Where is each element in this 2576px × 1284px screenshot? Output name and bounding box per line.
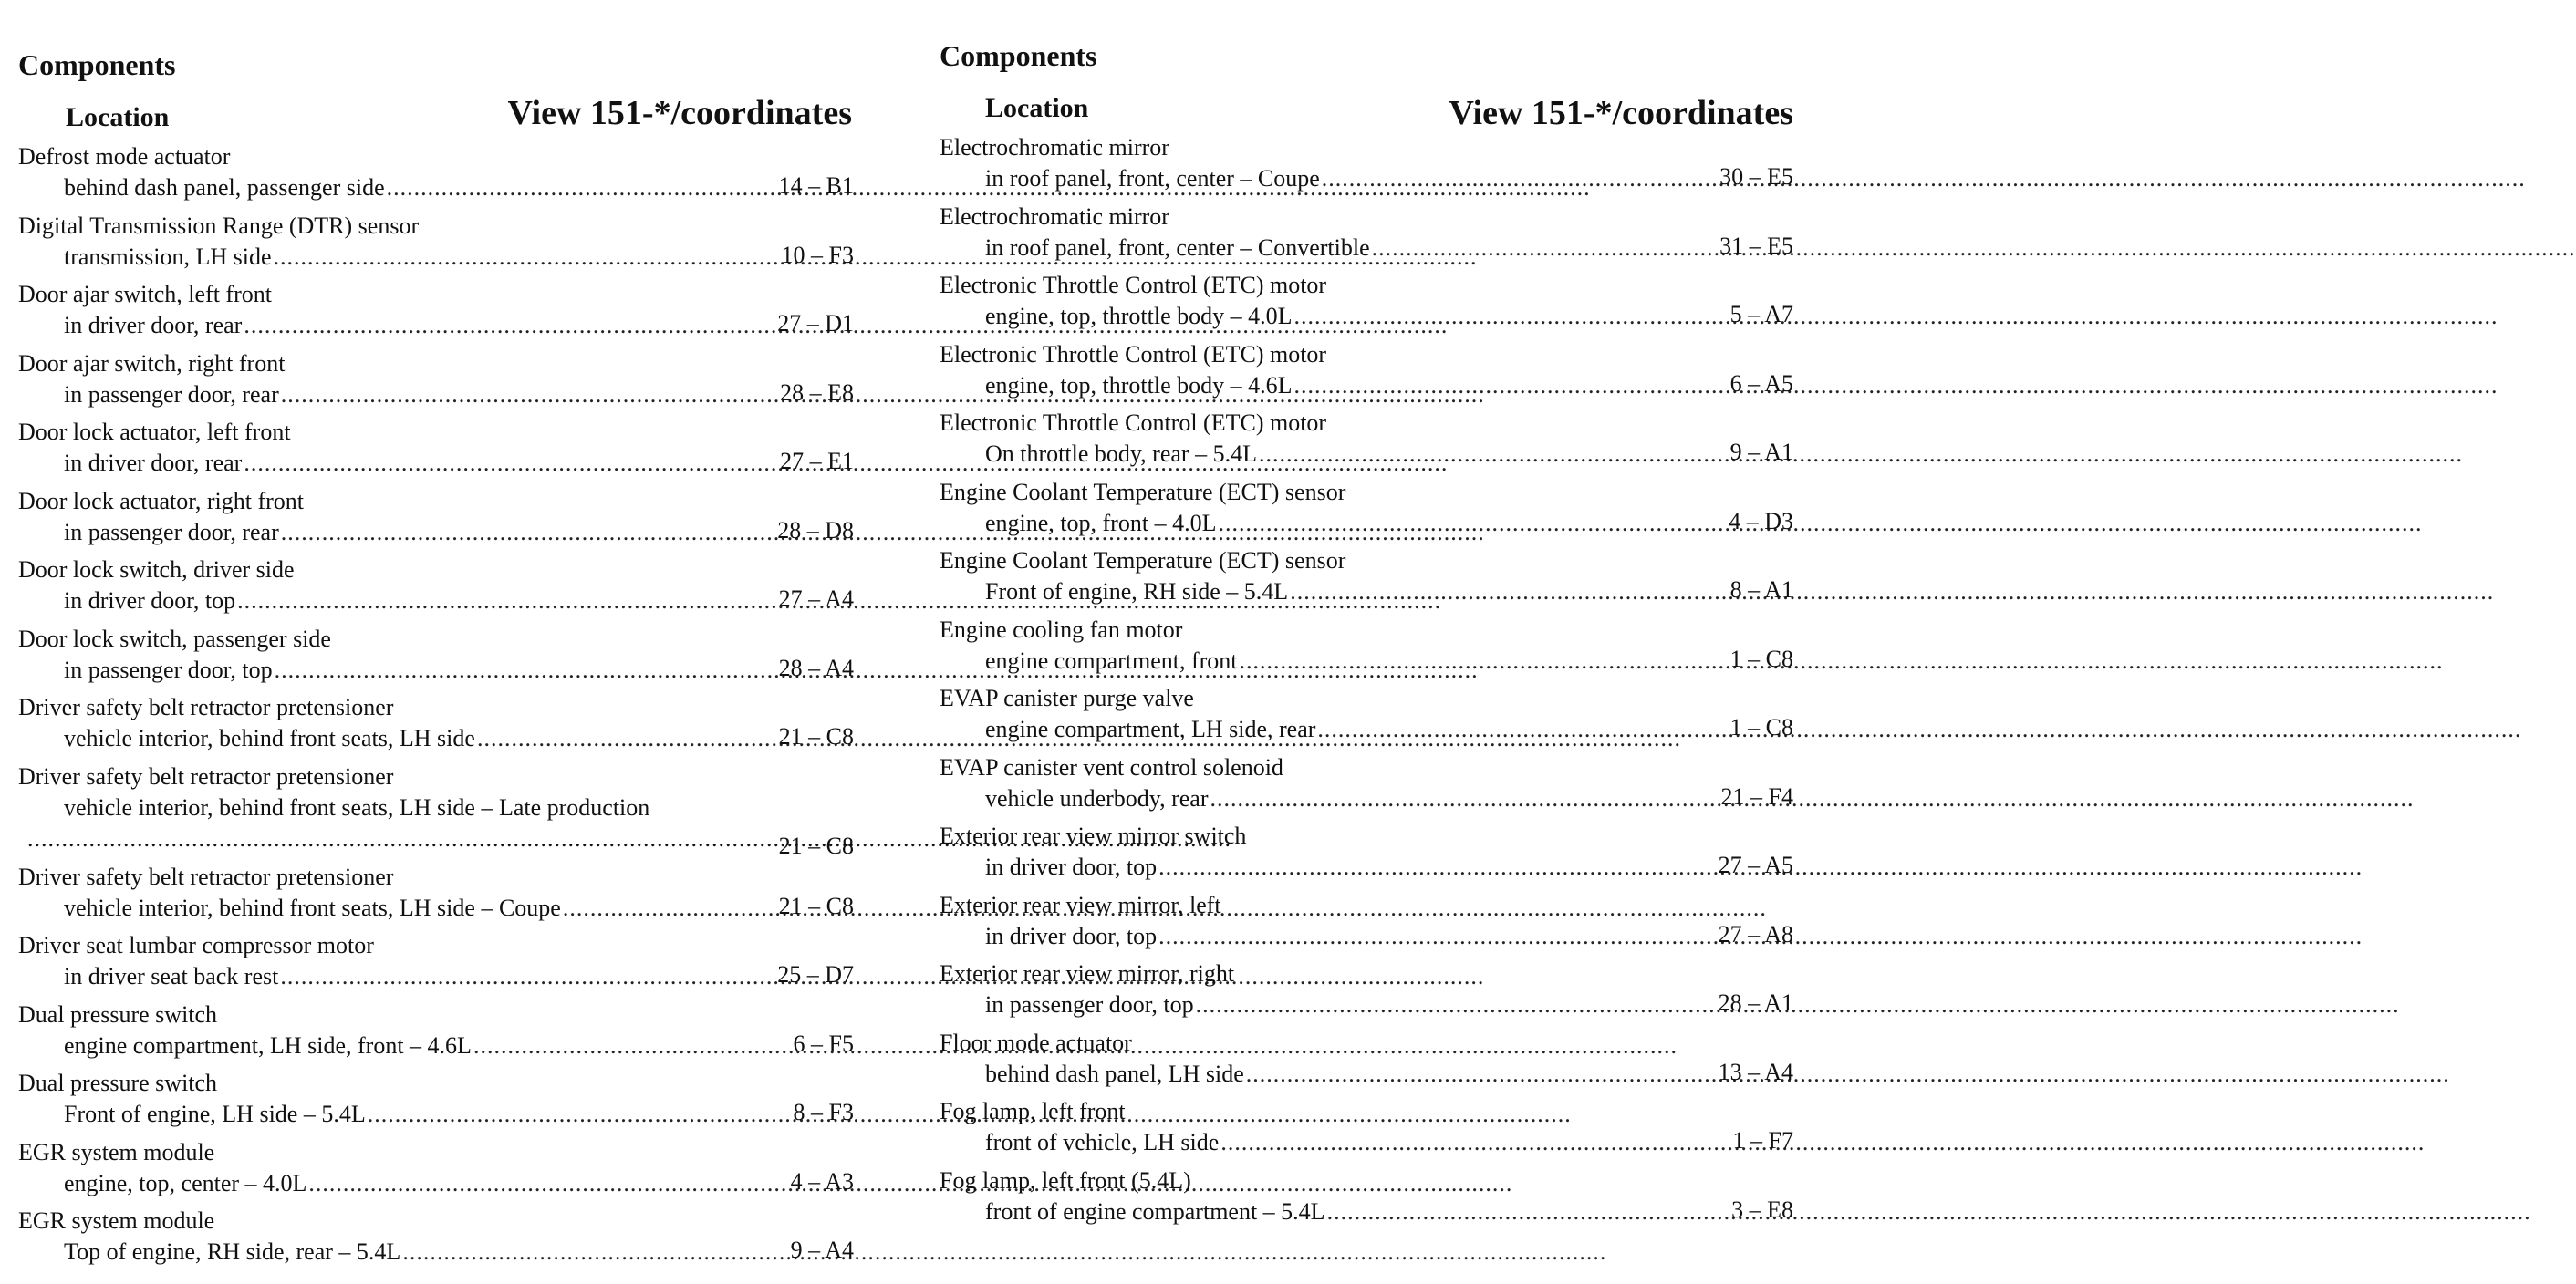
component-location: in driver door, top <box>64 587 236 614</box>
component-name: Dual pressure switch <box>18 1000 218 1028</box>
component-entry <box>940 339 1793 409</box>
component-name: Electronic Throttle Control (ETC) motor <box>940 272 1327 298</box>
component-coordinates: 27 – A4 <box>778 585 854 612</box>
component-coordinates: 6 – F5 <box>793 1030 854 1057</box>
component-coordinates: 6 – A5 <box>1729 369 1793 397</box>
component-coordinates: 27 – A5 <box>1718 852 1793 878</box>
component-entry <box>940 752 1793 822</box>
component-entry <box>18 1137 857 1206</box>
component-location: behind dash panel, LH side <box>985 1060 1244 1087</box>
component-name: Exterior rear view mirror, left <box>940 891 1221 918</box>
component-name: Defrost mode actuator <box>18 143 231 170</box>
component-coordinates: 28 – D8 <box>777 516 854 544</box>
component-coordinates: 25 – D7 <box>777 961 854 988</box>
component-coordinates: 28 – A4 <box>778 654 854 681</box>
component-coordinates: 5 – A7 <box>1729 301 1793 327</box>
component-coordinates: 21 – C8 <box>778 892 854 919</box>
component-name: Door lock actuator, right front <box>18 487 305 514</box>
component-entry <box>940 683 1793 752</box>
component-entry <box>940 132 1793 202</box>
component-entry <box>940 821 1793 890</box>
component-coordinates: 3 – E8 <box>1731 1196 1793 1223</box>
leader-dots <box>1327 1196 2531 1227</box>
leader-dots <box>1294 370 2498 401</box>
component-name: Engine Coolant Temperature (ECT) sensor <box>940 478 1346 505</box>
component-location: Front of engine, RH side – 5.4L <box>985 578 1289 605</box>
component-name: Driver seat lumbar compressor motor <box>18 932 374 958</box>
component-entry <box>940 202 1793 271</box>
component-entry <box>18 761 857 862</box>
section-title: Components <box>940 39 1097 72</box>
leader-dots <box>1240 646 2444 677</box>
component-name: Engine cooling fan motor <box>940 616 1183 643</box>
leader-dots <box>1259 439 2463 470</box>
leader-dots <box>402 1237 1606 1268</box>
component-coordinates: 28 – E8 <box>780 378 854 406</box>
component-location: in driver seat back rest <box>64 963 279 989</box>
leader-dots <box>1210 783 2414 814</box>
component-location: in driver door, rear <box>64 312 243 338</box>
component-name: Exterior rear view mirror switch <box>940 823 1247 849</box>
component-name: Door lock actuator, left front <box>18 419 291 445</box>
component-name: Floor mode actuator <box>940 1029 1132 1056</box>
component-coordinates: 10 – F3 <box>781 241 854 268</box>
component-location: in passenger door, top <box>64 656 273 683</box>
component-location: in roof panel, front, center – Convertible <box>985 233 1370 261</box>
component-location: transmission, LH side <box>64 243 272 270</box>
leader-dots <box>1218 508 2422 539</box>
component-coordinates: 21 – C8 <box>778 832 854 859</box>
component-location: Front of engine, LH side – 5.4L <box>64 1101 366 1127</box>
component-entry <box>940 545 1793 615</box>
component-location: front of engine compartment – 5.4L <box>985 1197 1325 1225</box>
component-location: engine, top, throttle body – 4.0L <box>985 303 1293 329</box>
component-coordinates: 1 – C8 <box>1729 714 1793 740</box>
component-location: engine compartment, LH side, rear <box>985 716 1316 742</box>
component-coordinates: 21 – C8 <box>778 723 854 750</box>
component-entry <box>18 999 857 1069</box>
leader-dots <box>1196 989 2400 1020</box>
component-name: EVAP canister vent control solenoid <box>940 753 1283 781</box>
leader-dots <box>1246 1059 2450 1090</box>
component-location: in passenger door, rear <box>64 380 279 408</box>
component-location: engine, top, center – 4.0L <box>64 1169 307 1196</box>
component-entry <box>940 1165 1793 1235</box>
component-entry <box>18 930 857 999</box>
component-entry <box>18 211 857 280</box>
component-name: Door lock switch, driver side <box>18 556 295 583</box>
component-coordinates: 13 – A4 <box>1718 1058 1793 1085</box>
component-location: vehicle interior, behind front seats, LH side – Late production <box>64 793 650 821</box>
location-header: Location <box>66 102 170 132</box>
component-coordinates: 8 – F3 <box>793 1099 854 1125</box>
leader-dots <box>1322 163 2526 194</box>
component-entry <box>18 1206 857 1275</box>
component-coordinates: 1 – F7 <box>1732 1127 1793 1154</box>
component-name: EGR system module <box>18 1138 215 1165</box>
component-name: Digital Transmission Range (DTR) sensor <box>18 212 420 239</box>
component-name: Engine Coolant Temperature (ECT) sensor <box>940 547 1346 574</box>
component-coordinates: 30 – E5 <box>1719 163 1793 190</box>
leader-dots <box>1290 576 2494 607</box>
component-name: Exterior rear view mirror, right <box>940 960 1235 987</box>
component-entry <box>18 348 857 418</box>
component-name: Door lock switch, passenger side <box>18 625 331 652</box>
component-coordinates: 9 – A4 <box>790 1237 854 1263</box>
leader-dots <box>1372 233 2576 264</box>
component-coordinates: 1 – C8 <box>1729 645 1793 672</box>
component-location: in driver door, top <box>985 922 1158 949</box>
component-entry <box>940 890 1793 959</box>
component-entry <box>18 862 857 931</box>
leader-dots <box>1220 1127 2425 1158</box>
component-name: Electrochromatic mirror <box>940 134 1169 160</box>
component-location: Top of engine, RH side, rear – 5.4L <box>64 1238 401 1265</box>
component-location: front of vehicle, LH side <box>985 1129 1220 1155</box>
component-coordinates: 27 – D1 <box>777 310 854 337</box>
component-name: Dual pressure switch <box>18 1070 218 1096</box>
component-location: vehicle underbody, rear <box>985 784 1209 812</box>
section-title: Components <box>18 48 176 81</box>
view-coordinates-header: View 151-*/coordinates <box>507 94 852 132</box>
location-header: Location <box>985 93 1089 123</box>
component-location: vehicle interior, behind front seats, LH side <box>64 725 475 751</box>
component-coordinates: 14 – B1 <box>778 172 854 199</box>
component-location: in passenger door, top <box>985 991 1194 1018</box>
component-coordinates: 4 – D3 <box>1729 507 1793 534</box>
component-location: vehicle interior, behind front seats, LH side – Coupe <box>64 894 561 921</box>
component-coordinates: 27 – E1 <box>780 448 854 474</box>
component-name: Electronic Throttle Control (ETC) motor <box>940 340 1327 368</box>
component-entry <box>940 615 1793 684</box>
component-name: Door ajar switch, right front <box>18 349 286 377</box>
component-coordinates: 27 – A8 <box>1718 920 1793 947</box>
component-name: Fog lamp, left front <box>940 1098 1126 1124</box>
component-location: engine, top, front – 4.0L <box>985 509 1217 536</box>
component-entry <box>940 270 1793 339</box>
component-coordinates: 28 – A1 <box>1718 989 1793 1016</box>
component-location: behind dash panel, passenger side <box>64 174 385 201</box>
component-entry <box>940 1096 1793 1165</box>
component-location: engine compartment, LH side, front – 4.6L <box>64 1031 472 1059</box>
leader-dots <box>1294 301 2498 332</box>
component-entry <box>18 554 857 624</box>
component-coordinates: 8 – A1 <box>1729 576 1793 603</box>
component-entry <box>18 417 857 486</box>
component-location: engine, top, throttle body – 4.6L <box>985 371 1293 399</box>
leader-dots <box>18 823 657 854</box>
component-coordinates: 31 – E5 <box>1719 232 1793 259</box>
component-entry <box>18 279 857 348</box>
component-entry <box>18 692 857 761</box>
component-entry <box>940 477 1793 546</box>
component-entry <box>18 141 857 211</box>
component-entry <box>18 624 857 693</box>
component-coordinates: 4 – A3 <box>790 1167 854 1195</box>
component-name: Door ajar switch, left front <box>18 281 272 307</box>
component-entry <box>18 1068 857 1137</box>
component-entry <box>940 958 1793 1028</box>
component-name: Electrochromatic mirror <box>940 202 1169 230</box>
component-name: Driver safety belt retractor pretensioner <box>18 694 394 720</box>
component-list <box>18 141 857 1275</box>
component-location: engine compartment, front <box>985 647 1238 674</box>
component-name: Driver safety belt retractor pretensioner <box>18 762 394 790</box>
component-location: On throttle body, rear – 5.4L <box>985 440 1257 467</box>
component-location: in passenger door, rear <box>64 518 279 545</box>
component-name: Electronic Throttle Control (ETC) motor <box>940 409 1327 436</box>
component-entry <box>940 408 1793 477</box>
component-name: EVAP canister purge valve <box>940 685 1194 711</box>
component-coordinates: 21 – F4 <box>1720 782 1793 810</box>
component-location: in driver door, top <box>985 854 1158 880</box>
component-entry <box>18 486 857 555</box>
component-list <box>940 132 1793 1234</box>
component-location: in driver door, rear <box>64 450 243 476</box>
component-name: EGR system module <box>18 1207 215 1234</box>
component-entry <box>940 1028 1793 1097</box>
leader-dots <box>1317 714 2521 745</box>
component-name: Driver safety belt retractor pretensioner <box>18 863 394 890</box>
component-coordinates: 9 – A1 <box>1729 439 1793 465</box>
view-coordinates-header: View 151-*/coordinates <box>1449 94 1793 132</box>
component-location: in roof panel, front, center – Coupe <box>985 165 1320 192</box>
component-name: Fog lamp, left front (5.4L) <box>940 1166 1191 1194</box>
